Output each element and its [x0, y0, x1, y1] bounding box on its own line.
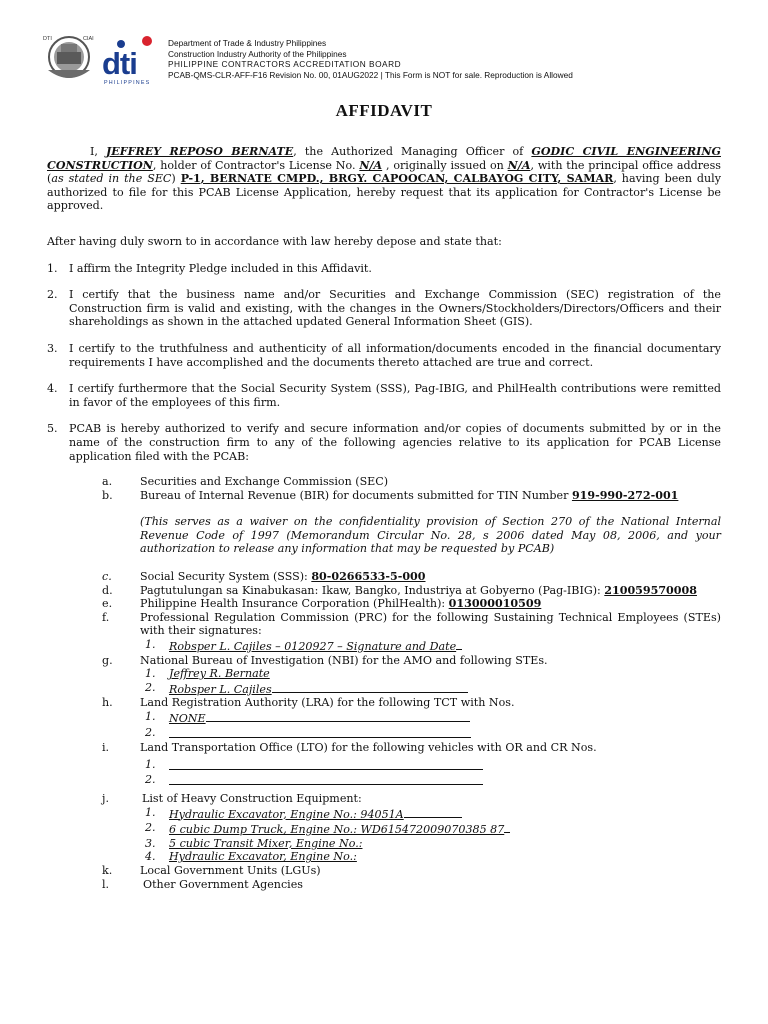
agency-other [102, 878, 721, 892]
entry-value: 6 cubic Dump Truck, Engine No.: WD615472009070385 87 [169, 823, 505, 837]
entry-value: 5 cubic Transit Mixer, Engine No.: [169, 836, 363, 850]
equipment-entry [102, 837, 721, 851]
entry-value: NONE [169, 712, 206, 725]
agency-letter: g. [102, 653, 113, 667]
agency-letter: b. [102, 488, 113, 502]
lra-entry [102, 710, 721, 726]
philhealth-number: 013000010509 [448, 597, 542, 611]
declarations-list [47, 262, 721, 892]
declaration-item [47, 422, 721, 891]
agency-letter: a. [102, 475, 113, 489]
declaration-item [47, 288, 721, 329]
agency-equipment [102, 792, 721, 806]
logo-ciai-label: CIAI [83, 36, 94, 42]
sss-number: 80-0266533-5-000 [311, 570, 426, 584]
agency-letter: e. [102, 597, 113, 611]
agency-prc [102, 611, 721, 638]
entry-number: 2. [145, 773, 156, 787]
entry-value: Robsper L. Cajiles [169, 682, 272, 696]
intro-text: , the Authorized Managing Officer of [293, 145, 532, 158]
office-address: P-1, BERNATE CMPD., BRGY. CAPOOCAN, CALBAYOG CITY, SAMAR [180, 172, 614, 186]
agency-bir [102, 489, 721, 503]
nbi-entry [102, 667, 721, 681]
agency-text: Philippine Health Insurance Corporation (PhilHealth): [140, 597, 449, 611]
entry-value: Robsper L. Cajiles – 0120927 – Signature and Date [169, 640, 457, 654]
agency-text: Land Registration Authority (LRA) for the following TCT with Nos. [140, 696, 515, 710]
header-text [168, 38, 573, 80]
agency-list [69, 475, 721, 891]
item-text: I certify to the truthfulness and authenticity of all information/documents encoded in the financial documentary requirements I have accomplished and the documents thereto attached are true and correct. [69, 341, 721, 369]
dti-logo-icon [102, 36, 152, 86]
declaration-item [47, 342, 721, 369]
issued-date: N/A [507, 158, 531, 172]
pcab-seal-icon [48, 37, 90, 78]
dti-logo-country: PHILIPPINES [104, 80, 151, 86]
license-number: N/A [359, 158, 383, 172]
equipment-entry [102, 821, 721, 837]
agency-pagibig [102, 584, 721, 598]
agency-text: Securities and Exchange Commission (SEC) [140, 475, 389, 489]
entry-number: 1. [145, 638, 156, 652]
bir-waiver-note: (This serves as a waiver on the confidentiality provision of Section 270 of the National Internal Revenue Code of 1997 (Memorandum Circular No. 28, s 2006 dated May 08, 2006, and your authorization to release any information that may be requested by PCAB) [140, 515, 721, 556]
lto-entry [102, 773, 721, 789]
item-number: 1. [47, 261, 58, 275]
agency-letter: f. [102, 610, 110, 624]
agency-letter: c. [102, 570, 112, 584]
intro-text: , with the principal office address ( [47, 158, 721, 186]
agency-text: Professional Regulation Commission (PRC) for the following Sustaining Technical Employees (STEs) with their signatures: [140, 610, 721, 638]
entry-number: 3. [145, 836, 156, 850]
agency-text: Local Government Units (LGUs) [140, 863, 321, 877]
item-text: I certify that the business name and/or Securities and Exchange Commission (SEC) registration of the Construction firm is valid and existing, with the changes in the Owners/Stockholders/Directors/Officers and their shareholdings as shown in the attached updated General Information Sheet (GIS). [69, 288, 721, 329]
page-title: AFFIDAVIT [335, 101, 433, 120]
nbi-entry [102, 681, 721, 697]
header-line-dti: Department of Trade & Industry Philippines [168, 38, 327, 48]
agency-logos [40, 26, 162, 88]
intro-text: , holder of Contractor's License No. [152, 158, 360, 172]
agency-text: Other Government Agencies [143, 877, 303, 891]
tin-number: 919-990-272-001 [571, 488, 679, 502]
agency-text: Land Transportation Office (LTO) for the following vehicles with OR and CR Nos. [140, 741, 597, 755]
agency-text: National Bureau of Investigation (NBI) for the AMO and following STEs. [140, 653, 548, 667]
prc-entry [102, 638, 721, 654]
agency-letter: h. [102, 696, 113, 710]
declaration-item [47, 262, 721, 276]
item-text: I affirm the Integrity Pledge included in this Affidavit. [69, 261, 372, 275]
agency-letter: l. [102, 877, 110, 891]
agency-lgu [102, 864, 721, 878]
agency-text: Bureau of Internal Revenue (BIR) for documents submitted for TIN Number [140, 488, 572, 502]
agency-letter: k. [102, 863, 113, 877]
agency-philhealth [102, 597, 721, 611]
agency-lto [102, 741, 721, 755]
entry-number: 1. [145, 757, 156, 771]
intro-text: I, [90, 145, 107, 158]
item-number: 2. [47, 288, 58, 302]
agency-sec [102, 475, 721, 489]
lra-entry [102, 726, 721, 742]
equipment-entry [102, 850, 721, 864]
agency-text: Pagtutulungan sa Kinabukasan: Ikaw, Bangko, Industriya at Gobyerno (Pag-IBIG): [140, 583, 605, 597]
agency-letter: j. [102, 791, 109, 805]
sworn-statement: After having duly sworn to in accordance with law hereby depose and state that: [47, 234, 502, 248]
entry-number: 1. [145, 805, 156, 819]
agency-nbi [102, 654, 721, 668]
entry-value: Hydraulic Excavator, Engine No.: [169, 850, 357, 864]
entry-number: 2. [145, 821, 156, 835]
intro-paragraph [47, 145, 721, 213]
header-line-form-code: PCAB-QMS-CLR-AFF-F16 Revision No. 00, 01AUG2022 | This Form is NOT for sale. Reproduction is Allowed [168, 69, 573, 80]
item-number: 4. [47, 382, 58, 396]
entry-number: 2. [145, 725, 156, 739]
affiant-name: JEFFREY REPOSO BERNATE [106, 145, 294, 158]
agency-text: Social Security System (SSS): [140, 570, 312, 584]
equipment-entry [102, 806, 721, 822]
intro-text: , having been duly authorized to file for this PCAB License Application, hereby request that its application for Contractor's License be approved. [47, 172, 721, 213]
pagibig-number: 210059570008 [604, 583, 697, 597]
company-name: GODIC CIVIL ENGINEERING CONSTRUCTION [47, 145, 721, 172]
entry-number: 4. [145, 850, 156, 864]
item-text: I certify furthermore that the Social Security System (SSS), Pag-IBIG, and PhilHealth contributions were remitted in favor of the employees of this firm. [69, 382, 721, 409]
header-line-pcab: PHILIPPINE CONTRACTORS ACCREDITATION BOARD [168, 59, 402, 70]
declaration-item [47, 382, 721, 409]
agency-letter: i. [102, 741, 110, 755]
agency-lra [102, 696, 721, 710]
dti-logo-wordmark: dti [102, 46, 137, 81]
affidavit-body [47, 145, 721, 891]
item-text: PCAB is hereby authorized to verify and secure information and/or copies of documents submitted by or in the name of the construction firm to any of the following agencies relative to its application for PCAB License application filed with the PCAB: [69, 422, 721, 463]
agency-text: List of Heavy Construction Equipment: [142, 791, 362, 805]
agency-sss [102, 570, 721, 584]
item-number: 5. [47, 422, 58, 436]
item-number: 3. [47, 341, 58, 355]
entry-value: Jeffrey R. Bernate [169, 667, 270, 681]
intro-text: ) [171, 172, 181, 186]
entry-number: 1. [145, 710, 156, 723]
lto-entry [102, 758, 721, 774]
intro-text: , originally issued on [382, 158, 508, 172]
logo-dti-label: DTI [43, 36, 52, 42]
agency-letter: d. [102, 583, 113, 597]
as-stated-note: as stated in the SEC [51, 172, 172, 186]
entry-number: 1. [145, 667, 156, 681]
entry-number: 2. [145, 680, 156, 694]
header-line-ciap: Construction Industry Authority of the Philippines [168, 48, 347, 59]
entry-value: Hydraulic Excavator, Engine No.: 94051A [169, 807, 404, 821]
